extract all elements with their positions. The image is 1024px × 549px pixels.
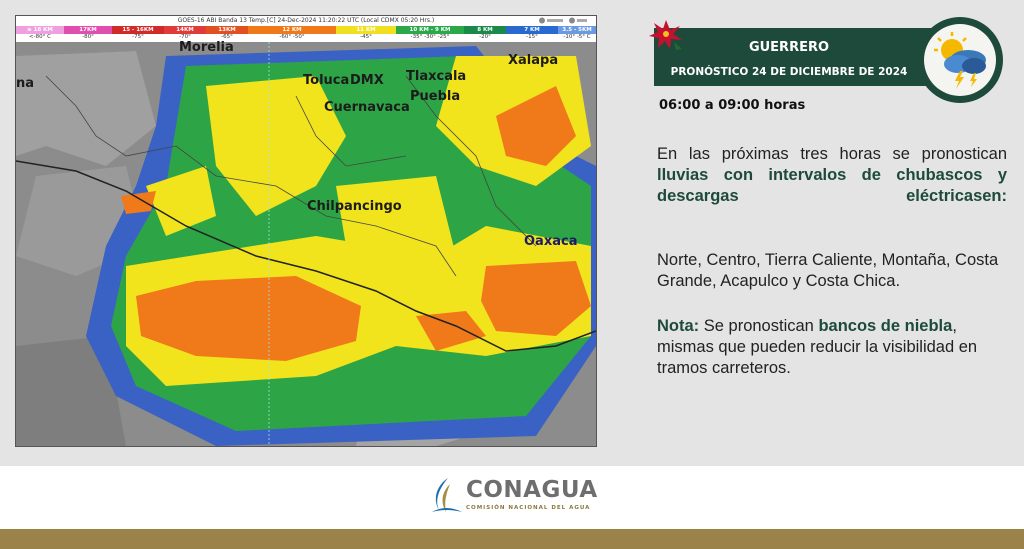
note-post: , mismas que pueden reducir la visibilidad en tramos carreteros.	[657, 317, 978, 377]
note-highlight: bancos de niebla	[818, 317, 953, 335]
scale-temp-label: -80°	[82, 34, 94, 40]
city-label-cuernavaca: Cuernavaca	[324, 100, 410, 115]
city-label-edge: na	[16, 76, 35, 91]
scale-temp-label: -75°	[132, 34, 144, 40]
org-name: CONAGUA	[466, 477, 598, 503]
city-label-toluca: Toluca	[303, 73, 350, 88]
city-label-oaxaca: Oaxaca	[524, 234, 578, 249]
scale-temp-label: -65°	[221, 34, 233, 40]
forecast-highlight: lluvias con intervalos de chubascos y descargas eléctricas	[657, 166, 1007, 205]
temperature-scale	[16, 16, 596, 42]
scale-temp-label: -60° -50°	[279, 34, 305, 40]
note-paragraph	[657, 316, 1007, 379]
scale-segment: 10 KM - 9 KM	[396, 26, 464, 34]
sun-cloud-storm-icon	[924, 24, 996, 96]
forecast-intro: En las próximas tres horas se pronostican	[657, 145, 1007, 163]
scale-temp-label: -35° -30° -25°	[410, 34, 450, 40]
scale-temp-label: -45°	[360, 34, 372, 40]
bottom-band	[0, 529, 1024, 549]
note-label: Nota:	[657, 317, 700, 335]
city-label-tlaxcala: Tlaxcala	[406, 69, 467, 84]
scale-segment: 14KM	[164, 26, 206, 34]
time-range: 06:00 a 09:00 horas	[659, 98, 806, 113]
scale-segment: 11 KM	[336, 26, 396, 34]
city-label-puebla: Puebla	[410, 89, 461, 104]
scale-temp-label: -15°	[526, 34, 538, 40]
note-pre: Se pronostican	[703, 317, 814, 335]
scale-temp-label: -10° -5° C	[563, 34, 591, 40]
city-label-chilpancingo: Chilpancingo	[307, 199, 402, 214]
scale-temp-label: -70°	[179, 34, 191, 40]
scale-segment: 7 KM	[506, 26, 558, 34]
city-label-xalapa: Xalapa	[508, 53, 559, 68]
forecast-paragraph	[657, 144, 1007, 207]
city-label-cdmx: DMX	[350, 73, 384, 88]
scale-segment: 8 KM	[464, 26, 506, 34]
scale-segment: 3.5 - 5KM	[558, 26, 596, 34]
regions-paragraph: Norte, Centro, Tierra Caliente, Montaña, Costa Grande, Acapulco y Costa Chica.	[657, 251, 999, 290]
forecast-intro-end: en:	[982, 187, 1007, 205]
state-title: GUERRERO	[748, 40, 830, 55]
scale-segment: 13KM	[206, 26, 248, 34]
scale-temp-label: <-80° C	[29, 34, 51, 40]
scale-segment: 12 KM	[248, 26, 336, 34]
scale-temp-label: -20°	[479, 34, 491, 40]
scale-segment: 17KM	[64, 26, 112, 34]
goes-logos	[538, 17, 588, 24]
scale-segment: 15 - 16KM	[112, 26, 164, 34]
city-label-morelia: Morelia	[179, 40, 234, 55]
org-subtitle: COMISIÓN NACIONAL DEL AGUA	[466, 505, 591, 511]
scale-header: GOES-16 ABI Banda 13 Temp.[C] 24-Dec-2024 11:20:22 UTC (Local CDMX 05:20 Hrs.)	[177, 17, 435, 24]
forecast-date: PRONÓSTICO 24 DE DICIEMBRE DE 2024	[670, 66, 908, 78]
satellite-map	[15, 15, 597, 447]
scale-segment: ≥ 18 KM	[16, 26, 64, 34]
